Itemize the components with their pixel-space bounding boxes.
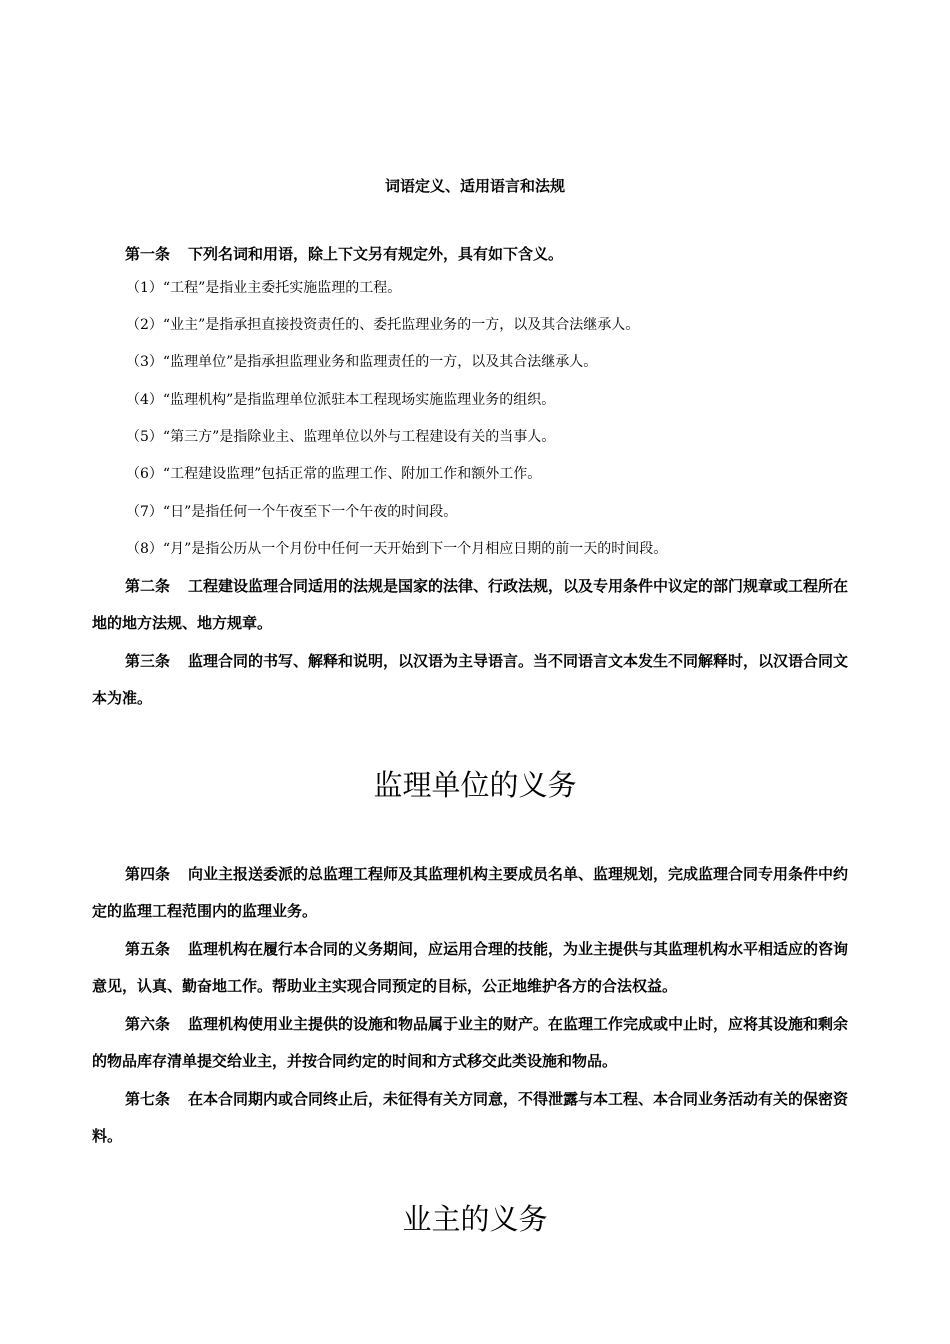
definition-item-5: （5）“第三方”是指除业主、监理单位以外与工程建设有关的当事人。 <box>126 429 556 445</box>
article-2 <box>92 568 860 642</box>
article-text: 在本合同期内或合同终止后，未征得有关方同意，不得泄露与本工程、本合同业务活动有关的保密资料。 <box>92 1090 849 1145</box>
section-title-owner-obligations: 业主的义务 <box>402 1202 548 1236</box>
article-text: 下列名词和用语，除上下文另有规定外，具有如下含义。 <box>188 245 564 263</box>
definitions-heading: 词语定义、适用语言和法规 <box>384 177 565 195</box>
article-3 <box>92 643 860 717</box>
article-5 <box>92 931 860 1005</box>
article-number: 第七条 <box>125 1090 171 1108</box>
article-number: 第五条 <box>125 940 171 958</box>
article-1 <box>92 236 860 273</box>
definition-item-6: （6）“工程建设监理”包括正常的监理工作、附加工作和额外工作。 <box>126 466 542 482</box>
article-6 <box>92 1006 860 1080</box>
section-title-supervisor-obligations: 监理单位的义务 <box>373 768 577 802</box>
definition-item-2: （2）“业主”是指承担直接投资责任的、委托监理业务的一方，以及其合法继承人。 <box>126 317 640 333</box>
article-text: 向业主报送委派的总监理工程师及其监理机构主要成员名单、监理规划，完成监理合同专用条件中约定的监理工程范围内的监理业务。 <box>92 865 849 920</box>
article-text: 监理机构使用业主提供的设施和物品属于业主的财产。在监理工作完成或中止时，应将其设施和剩余的物品库存清单提交给业主，并按合同约定的时间和方式移交此类设施和物品。 <box>92 1015 849 1070</box>
article-number: 第一条 <box>125 245 171 263</box>
article-number: 第四条 <box>125 865 171 883</box>
article-4 <box>92 856 860 930</box>
definition-item-7: （7）“日”是指任何一个午夜至下一个午夜的时间段。 <box>126 504 458 520</box>
article-text: 监理合同的书写、解释和说明，以汉语为主导语言。当不同语言文本发生不同解释时，以汉语合同文本为准。 <box>92 652 849 707</box>
article-number: 第二条 <box>125 577 171 595</box>
definition-item-1: （1）“工程”是指业主委托实施监理的工程。 <box>126 280 402 296</box>
definition-item-4: （4）“监理机构”是指监理单位派驻本工程现场实施监理业务的组织。 <box>126 392 556 408</box>
article-text: 监理机构在履行本合同的义务期间，应运用合理的技能，为业主提供与其监理机构水平相适应的咨询意见，认真、勤奋地工作。帮助业主实现合同预定的目标，公正地维护各方的合法权益。 <box>92 940 849 995</box>
definition-item-8: （8）“月”是指公历从一个月份中任何一天开始到下一个月相应日期的前一天的时间段。 <box>126 541 668 557</box>
article-number: 第三条 <box>125 652 171 670</box>
article-7 <box>92 1081 860 1155</box>
definition-item-3: （3）“监理单位”是指承担监理业务和监理责任的一方，以及其合法继承人。 <box>126 354 598 370</box>
article-number: 第六条 <box>125 1015 171 1033</box>
article-text: 工程建设监理合同适用的法规是国家的法律、行政法规，以及专用条件中议定的部门规章或工程所在地的地方法规、地方规章。 <box>92 577 849 632</box>
